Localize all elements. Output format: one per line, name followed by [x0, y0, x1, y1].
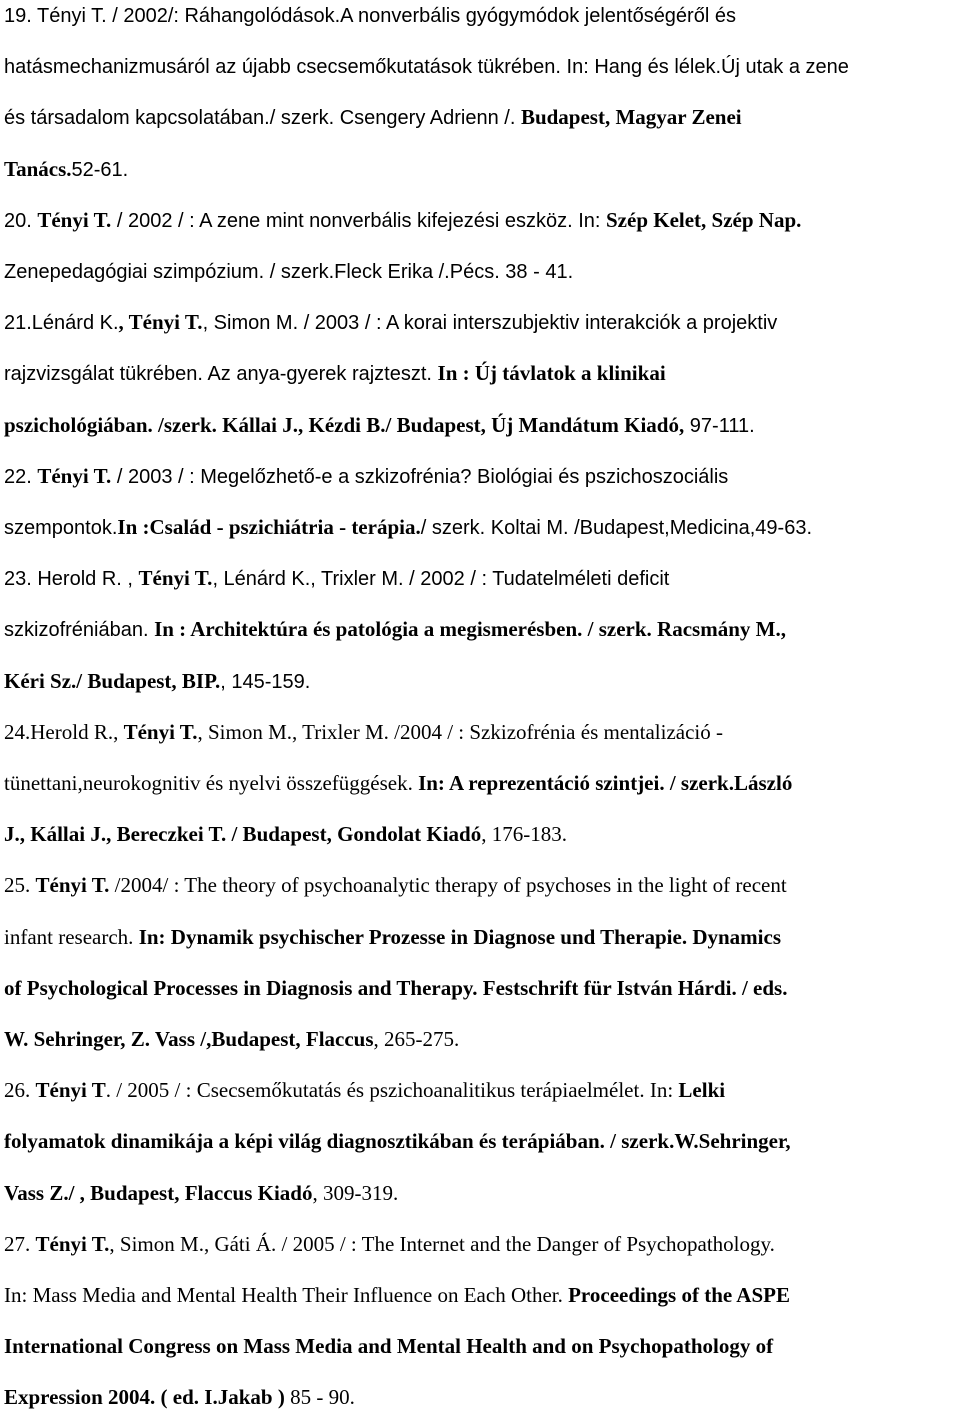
bold-text: Tényi T. [37, 463, 112, 488]
bold-text: pszichológiában. /szerk. Kállai J., Kézdi B./ Budapest, Új Mandátum Kiadó, [4, 412, 685, 437]
reference-line [4, 1384, 355, 1410]
reference-line [4, 104, 742, 131]
reference-line [4, 514, 812, 541]
bold-text: W. Sehringer, Z. Vass /,Budapest, Flaccus [4, 1027, 374, 1051]
reference-line [4, 1282, 790, 1308]
bold-text: In :Család - pszichiátria - terápia. [117, 515, 421, 539]
bold-text: Tényi T. [138, 566, 213, 591]
reference-line [4, 616, 786, 643]
text: 24.Herold R., [4, 719, 124, 744]
text: , Simon M., Trixler M. /2004 / : Szkizofrénia és mentalizáció - [197, 719, 724, 744]
text: 97-111. [684, 414, 755, 437]
reference-line [4, 463, 728, 490]
reference-line [4, 668, 310, 695]
text: 85 - 90. [284, 1385, 355, 1410]
reference-line [4, 156, 128, 183]
bold-text: In : Architektúra és patológia a megismerésben. / szerk. Racsmány M., [154, 617, 786, 642]
reference-line [4, 1231, 775, 1257]
text: tünettani,neurokognitiv és nyelvi összefüggések. [4, 771, 419, 795]
reference-line [4, 53, 849, 80]
bold-text: International Congress on Mass Media and Mental Health and on Psychopathology of [4, 1334, 774, 1359]
text: , Simon M. / 2003 / : A korai interszubjektiv interakciók a projektiv [202, 312, 778, 335]
text: Zenepedagógiai szimpózium. / szerk.Fleck Erika /.Pécs. 38 - 41. [4, 261, 574, 283]
bold-text: Lelki [678, 1078, 726, 1103]
reference-line [4, 1128, 791, 1154]
bold-text: J., Kállai J., Bereczkei T. / Budapest, Gondolat Kiadó [4, 822, 482, 847]
bold-text: Expression 2004. ( ed. I.Jakab ) [4, 1385, 285, 1410]
reference-line [4, 975, 787, 1001]
text: / szerk. Koltai M. /Budapest,Medicina,49-63. [420, 517, 813, 539]
bold-text: Tényi T. [35, 1231, 110, 1256]
text: , 145-159. [220, 670, 311, 693]
reference-line [4, 1077, 725, 1103]
text: és társadalom kapcsolatában./ szerk. Csengery Adrienn /. [4, 107, 521, 130]
bold-text: Kéri Sz./ Budapest, BIP. [4, 668, 221, 693]
reference-line [4, 872, 787, 898]
bold-text: In : Új távlatok a klinikai [437, 361, 666, 386]
bold-text: In: Dynamik psychischer Prozesse in Diagnose und Therapie. Dynamics [138, 924, 782, 949]
reference-line [4, 924, 781, 950]
reference-line [4, 2, 736, 29]
text: 19. Tényi T. / 2002/: Ráhangolódások.A nonverbális gyógymódok jelentőségéről és [4, 5, 736, 27]
bold-text: Proceedings of the ASPE [568, 1283, 790, 1307]
text: 27. [4, 1231, 36, 1256]
text: . / 2005 / : Csecsemőkutatás és pszichoanalitikus terápiaelmélet. In: [105, 1078, 679, 1103]
text: / 2003 / : Megelőzhető-e a szkizofrénia? Biológiai és pszichoszociális [111, 465, 729, 488]
text: hatásmechanizmusáról az újabb csecsemőkutatások tükrében. In: Hang és lélek.Új utak a zene [4, 56, 849, 79]
bold-text: Tanács. [4, 156, 72, 181]
text: / 2002 / : A zene mint nonverbális kifejezési eszköz. In: [111, 209, 606, 232]
bold-text: Szép Kelet, Szép Nap. [606, 207, 802, 232]
text: , 309-319. [312, 1180, 399, 1205]
reference-line [4, 1333, 773, 1359]
bold-text: folyamatok dinamikája a képi világ diagnosztikában és terápiában. / szerk.W.Sehringer, [4, 1129, 791, 1154]
reference-line [4, 821, 567, 847]
bold-text: In: A reprezentáció szintjei. / szerk.László [418, 771, 793, 795]
text: , 176-183. [481, 822, 567, 847]
bold-text: Tényi T. [35, 873, 110, 898]
text: szempontok. [4, 517, 118, 539]
reference-line [4, 1026, 459, 1052]
text: 26. [4, 1078, 36, 1103]
text: 20. [4, 209, 38, 232]
bold-text: Tényi T. [123, 719, 198, 744]
reference-line [4, 309, 777, 336]
reference-line [4, 207, 801, 234]
text: , Lénárd K., Trixler M. / 2002 / : Tudatelméleti deficit [212, 568, 670, 591]
text: szkizofréniában. [4, 619, 155, 642]
text: 23. Herold R. , [4, 568, 139, 591]
text: , 265-275. [373, 1027, 460, 1051]
reference-line [4, 258, 573, 285]
bold-text: Budapest, Magyar Zenei [520, 105, 742, 130]
bold-text: Tényi T. [37, 207, 112, 232]
reference-line [4, 1180, 398, 1206]
text: 52-61. [71, 158, 129, 181]
text: 25. [4, 873, 36, 898]
text: 21.Lénárd K. [4, 312, 119, 335]
text: rajzvizsgálat tükrében. Az anya-gyerek rajzteszt. [4, 363, 438, 386]
reference-line [4, 412, 755, 439]
text: infant research. [4, 924, 139, 949]
text: 22. [4, 465, 38, 488]
reference-line [4, 360, 666, 387]
reference-line [4, 770, 792, 796]
reference-line [4, 719, 723, 745]
bold-text: Vass Z./ , Budapest, Flaccus Kiadó [4, 1180, 313, 1205]
bold-text: of Psychological Processes in Diagnosis and Therapy. Festschrift für István Hárdi. / eds. [4, 975, 788, 1000]
bold-text: , Tényi T. [118, 310, 203, 335]
text: , Simon M., Gáti Á. / 2005 / : The Internet and the Danger of Psychopathology. [109, 1231, 775, 1256]
text: /2004/ : The theory of psychoanalytic therapy of psychoses in the light of recent [109, 873, 787, 898]
text: In: Mass Media and Mental Health Their Influence on Each Other. [4, 1283, 569, 1307]
reference-line [4, 565, 669, 592]
bold-text: Tényi T [35, 1078, 106, 1103]
